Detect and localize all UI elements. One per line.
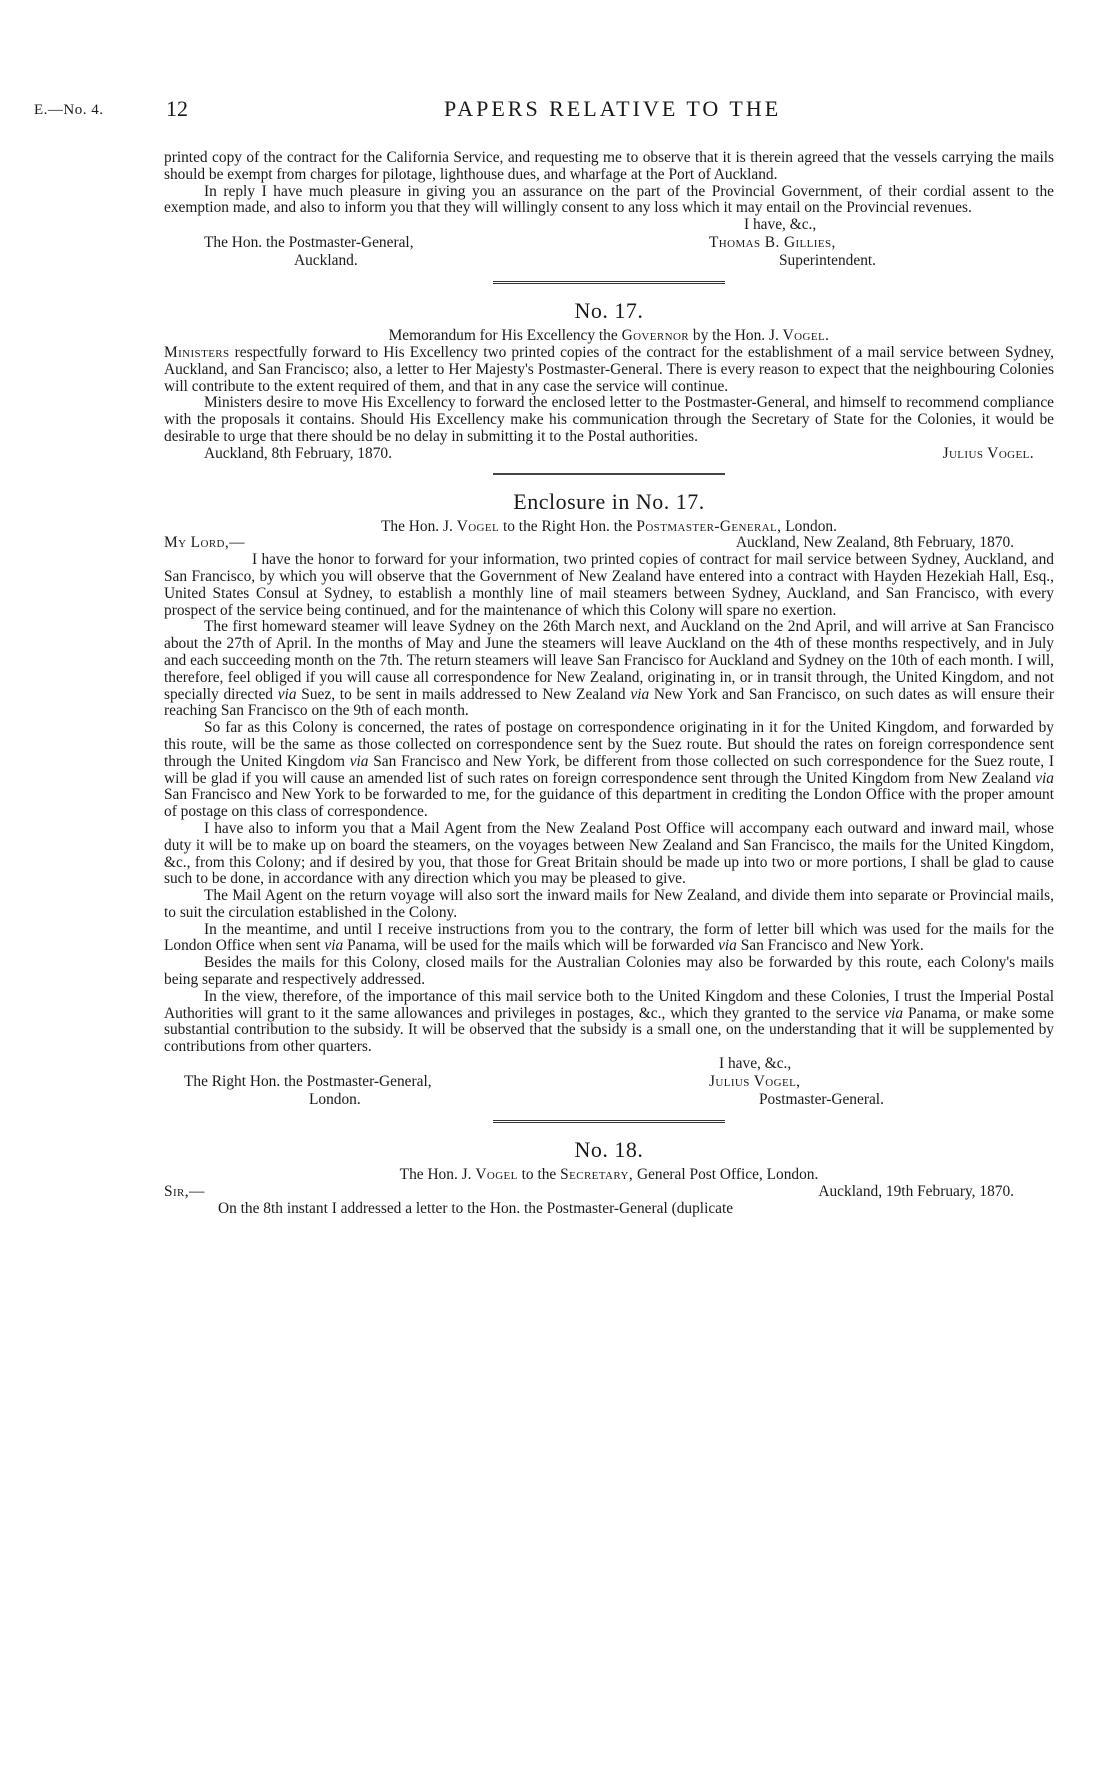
- section-heading: Enclosure in No. 17.: [513, 488, 705, 514]
- dateline: Auckland, 19th February, 1870.: [818, 1182, 1014, 1200]
- paragraph: On the 8th instant I addressed a letter to the Hon. the Postmaster-General (duplicate: [218, 1200, 734, 1217]
- addressee: The Hon. the Postmaster-General,: [204, 234, 414, 252]
- section-subtitle: The Hon. J. Vogel to the Secretary, General Post Office, London.: [399, 1166, 819, 1184]
- paragraph: The Mail Agent on the return voyage will also sort the inward mails for New Zealand, and divide them into separate or Provincial mails, to suit the circulation established in the Colony.: [164, 887, 1054, 921]
- page-header: [34, 96, 1034, 128]
- paragraph: Ministers desire to move His Excellency to forward the enclosed letter to the Postmaster-General, and himself to recommend compliance with the proposals it contains. Should His Excellency make his communication through the Secretary of State for the Colonies, it would be desirable to urge that there should be no delay in submitting it to the Postal authorities.: [164, 394, 1054, 445]
- dateline: Auckland, New Zealand, 8th February, 1870.: [735, 534, 1014, 552]
- page-number: 12: [166, 96, 188, 121]
- salutation: Sir,—: [164, 1182, 205, 1200]
- section-divider: [493, 281, 725, 284]
- dateline: [164, 446, 1054, 463]
- paragraph: I have the honor to forward for your information, two printed copies of contract for mail service between Sydney, Auckland, and San Francisco, by which you will observe that the Government of New Zealand have entered into a contract with Hayden Hezekiah Hall, Esq., United States Consul at Sydney, to establish a monthly line of mail steamers between Sydney, Auckland, and San Francisco, with every prospect of the service being continued, and for the maintenance of which this Colony will spare no exertion.: [164, 551, 1054, 619]
- addressee: The Right Hon. the Postmaster-General,: [184, 1073, 432, 1091]
- paragraph: Besides the mails for this Colony, closed mails for the Australian Colonies may also be forwarded by this route, each Colony's mails being separate and respectively addressed.: [164, 954, 1054, 989]
- section-subtitle: The Hon. J. Vogel to the Right Hon. the Postmaster-General, London.: [381, 517, 837, 535]
- document-reference: E.—No. 4.: [34, 102, 104, 118]
- page-body: [164, 150, 1054, 1217]
- salutation-line: [164, 535, 1054, 552]
- paragraph: In reply I have much pleasure in giving you an assurance on the part of the Provincial Government, of their cordial assent to the exemption made, and also to inform you that they will willingly consent to any loss which it may entail on the Provincial revenues.: [164, 182, 1054, 217]
- signer-name: Thomas B. Gillies,: [709, 234, 836, 252]
- signature-block: [164, 217, 1054, 271]
- paragraph: So far as this Colony is concerned, the rates of postage on correspondence originating in it for the United Kingdom, and forwarded by this route, will be the same as those collected on correspondence sent by the Suez route. But should the rates on foreign correspondence sent through the United Kingdom via San Francisco and New York, be different from those collected on such correspondence for the Suez route, I will be glad if you will cause an amended list of such rates on foreign correspondence sent through the United Kingdom from New Zealand via San Francisco and New York to be forwarded to me, for the guidance of this department in crediting the London Office with the proper amount of postage on this class of correspondence.: [164, 719, 1055, 821]
- paragraph: printed copy of the contract for the California Service, and requesting me to observe that it is therein agreed that the vessels carrying the mails should be exempt from charges for pilotage, lighthouse dues, and wharfage at the Port of Auckland.: [164, 149, 1054, 183]
- addressee-location: London.: [309, 1091, 361, 1109]
- addressee-location: Auckland.: [294, 252, 358, 270]
- section-subtitle: Memorandum for His Excellency the Governor by the Hon. J. Vogel.: [388, 327, 830, 345]
- paragraph: Ministers respectfully forward to His Excellency two printed copies of the contract for the establishment of a mail service between Sydney, Auckland, and San Francisco; also, a letter to Her Majesty's Postmaster-General. There is every reason to expect that the neighbouring Colonies will contribute to the extent required of them, and that in any case the service will continue.: [164, 343, 1054, 395]
- signer-name: Julius Vogel.: [942, 444, 1034, 462]
- section-heading: No. 17.: [574, 298, 644, 324]
- signer-name: Julius Vogel,: [709, 1073, 801, 1091]
- closing: I have, &c.,: [719, 1055, 792, 1073]
- date: Auckland, 8th February, 1870.: [204, 444, 392, 462]
- section-divider: [493, 473, 725, 475]
- signer-role: Superintendent.: [779, 252, 877, 270]
- salutation: My Lord,—: [164, 534, 245, 552]
- paragraph: In the view, therefore, of the importance of this mail service both to the United Kingdom and these Colonies, I trust the Imperial Postal Authorities will grant to it the same allowances and privileges in postages, &c., which they granted to the service via Panama, or make some substantial contribution to the subsidy. It will be observed that the subsidy is a small one, on the understanding that it will be supplemented by contributions from other quarters.: [164, 987, 1054, 1056]
- signer-role: Postmaster-General.: [759, 1091, 884, 1109]
- paragraph: I have also to inform you that a Mail Agent from the New Zealand Post Office will accompany each outward and inward mail, whose duty it will be to make up on board the steamers, on the voyages between New Zealand and San Francisco, the mails for the United Kingdom, &c., from this Colony; and if desired by you, that those for Great Britain should be made up into two or more portions, I shall be glad to cause such to be done, in accordance with any direction which you may be pleased to give.: [164, 819, 1054, 888]
- closing: I have, &c.,: [744, 216, 817, 234]
- salutation-line: [164, 1184, 1054, 1201]
- paragraph: The first homeward steamer will leave Sydney on the 26th March next, and Auckland on the 2nd April, and will arrive at San Francisco about the 27th of April. In the months of May and June the steamers will leave Auckland on the 4th of these months respectively, and in July and each succeeding month on the 7th. The return steamers will leave San Francisco for Auckland and Sydney on the 10th of each month. I will, therefore, feel obliged if you will cause all correspondence for New Zealand, originating in, or in transit through, the United Kingdom, and not specially directed via Suez, to be sent in mails addressed to New Zealand via New York and San Francisco, on such dates as will ensure their reaching San Francisco on the 9th of each month.: [164, 618, 1054, 720]
- running-title: PAPERS RELATIVE TO THE: [444, 96, 782, 121]
- section-divider: [493, 1120, 725, 1123]
- paragraph: In the meantime, and until I receive instructions from you to the contrary, the form of letter bill which was used for the mails for the London Office when sent via Panama, will be used for the mails which will be forwarded via San Francisco and New York.: [164, 920, 1054, 955]
- signature-block: [164, 1056, 1054, 1110]
- section-heading: No. 18.: [574, 1137, 644, 1163]
